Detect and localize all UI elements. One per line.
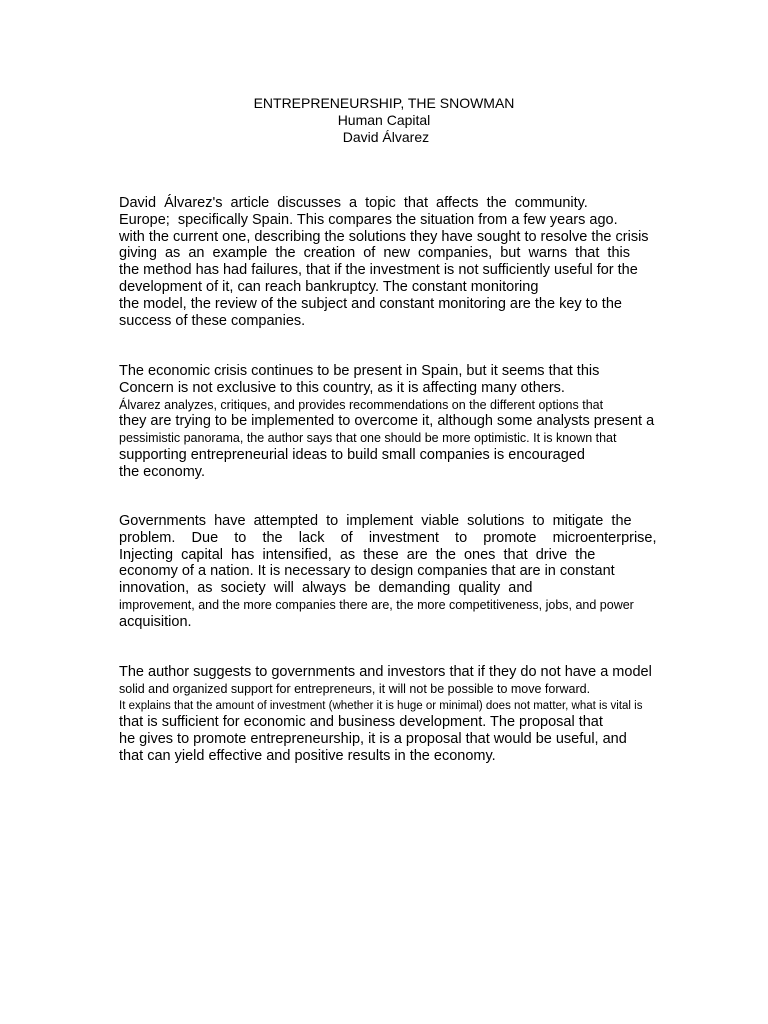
paragraph-line: supporting entrepreneurial ideas to build small companies is encouraged: [119, 446, 585, 463]
paragraph-line: solid and organized support for entrepreneurs, it will not be possible to move forward.: [119, 681, 591, 696]
document-author: David Álvarez: [338, 129, 430, 145]
document-subtitle: Human Capital: [337, 112, 431, 128]
paragraph-line: that can yield effective and positive results in the economy.: [119, 747, 496, 764]
paragraph-line: pessimistic panorama, the author says that one should be more optimistic. It is known that: [119, 431, 617, 446]
paragraph-line: Europe; specifically Spain. This compares the situation from a few years ago.: [119, 211, 618, 228]
paragraph-line: giving as an example the creation of new companies, but warns that this: [119, 245, 630, 262]
paragraph-line: with the current one, describing the solutions they have sought to resolve the crisis: [119, 228, 649, 245]
paragraph-line: success of these companies.: [119, 312, 306, 329]
paragraph-line: that is sufficient for economic and business development. The proposal that: [119, 714, 603, 731]
paragraph-line: economy of a nation. It is necessary to design companies that are in constant: [119, 563, 615, 580]
paragraph-line: Governments have attempted to implement viable solutions to mitigate the: [119, 513, 632, 529]
paragraph-1: [119, 195, 719, 329]
paragraph-line: development of it, can reach bankruptcy. The constant monitoring: [119, 278, 539, 295]
paragraph-line: improvement, and the more companies there are, the more competitiveness, jobs, and power: [119, 597, 634, 612]
paragraph-line: problem. Due to the lack of investment to promote microenterprise,: [119, 529, 657, 546]
paragraph-line: the economy.: [119, 463, 205, 480]
paragraph-3: [119, 513, 719, 631]
paragraph-line: Concern is not exclusive to this country, as it is affecting many others.: [119, 379, 565, 396]
paragraph-line: David Álvarez's article discusses a topic that affects the community.: [119, 195, 588, 211]
paragraph-line: Injecting capital has intensified, as these are the ones that drive the: [119, 546, 596, 563]
paragraph-line: The author suggests to governments and investors that if they do not have a model: [119, 664, 652, 680]
paragraph-line: he gives to promote entrepreneurship, it is a proposal that would be useful, and: [119, 731, 627, 748]
document-title: ENTREPRENEURSHIP, THE SNOWMAN: [253, 95, 515, 111]
document-header: [0, 95, 768, 146]
paragraph-line: The economic crisis continues to be present in Spain, but it seems that this: [119, 363, 600, 379]
paragraph-2: [119, 363, 719, 481]
paragraph-line: It explains that the amount of investment (whether it is huge or minimal) does not matter, what is vital is: [119, 699, 643, 712]
paragraph-line: acquisition.: [119, 613, 192, 630]
paragraph-line: they are trying to be implemented to overcome it, although some analysts present a: [119, 413, 655, 430]
paragraph-line: innovation, as society will always be demanding quality and: [119, 580, 533, 597]
paragraph-4: [119, 664, 719, 765]
paragraph-line: Álvarez analyzes, critiques, and provides recommendations on the different options that: [119, 397, 604, 412]
paragraph-line: the model, the review of the subject and constant monitoring are the key to the: [119, 295, 622, 312]
paragraph-line: the method has had failures, that if the investment is not sufficiently useful for the: [119, 262, 638, 279]
